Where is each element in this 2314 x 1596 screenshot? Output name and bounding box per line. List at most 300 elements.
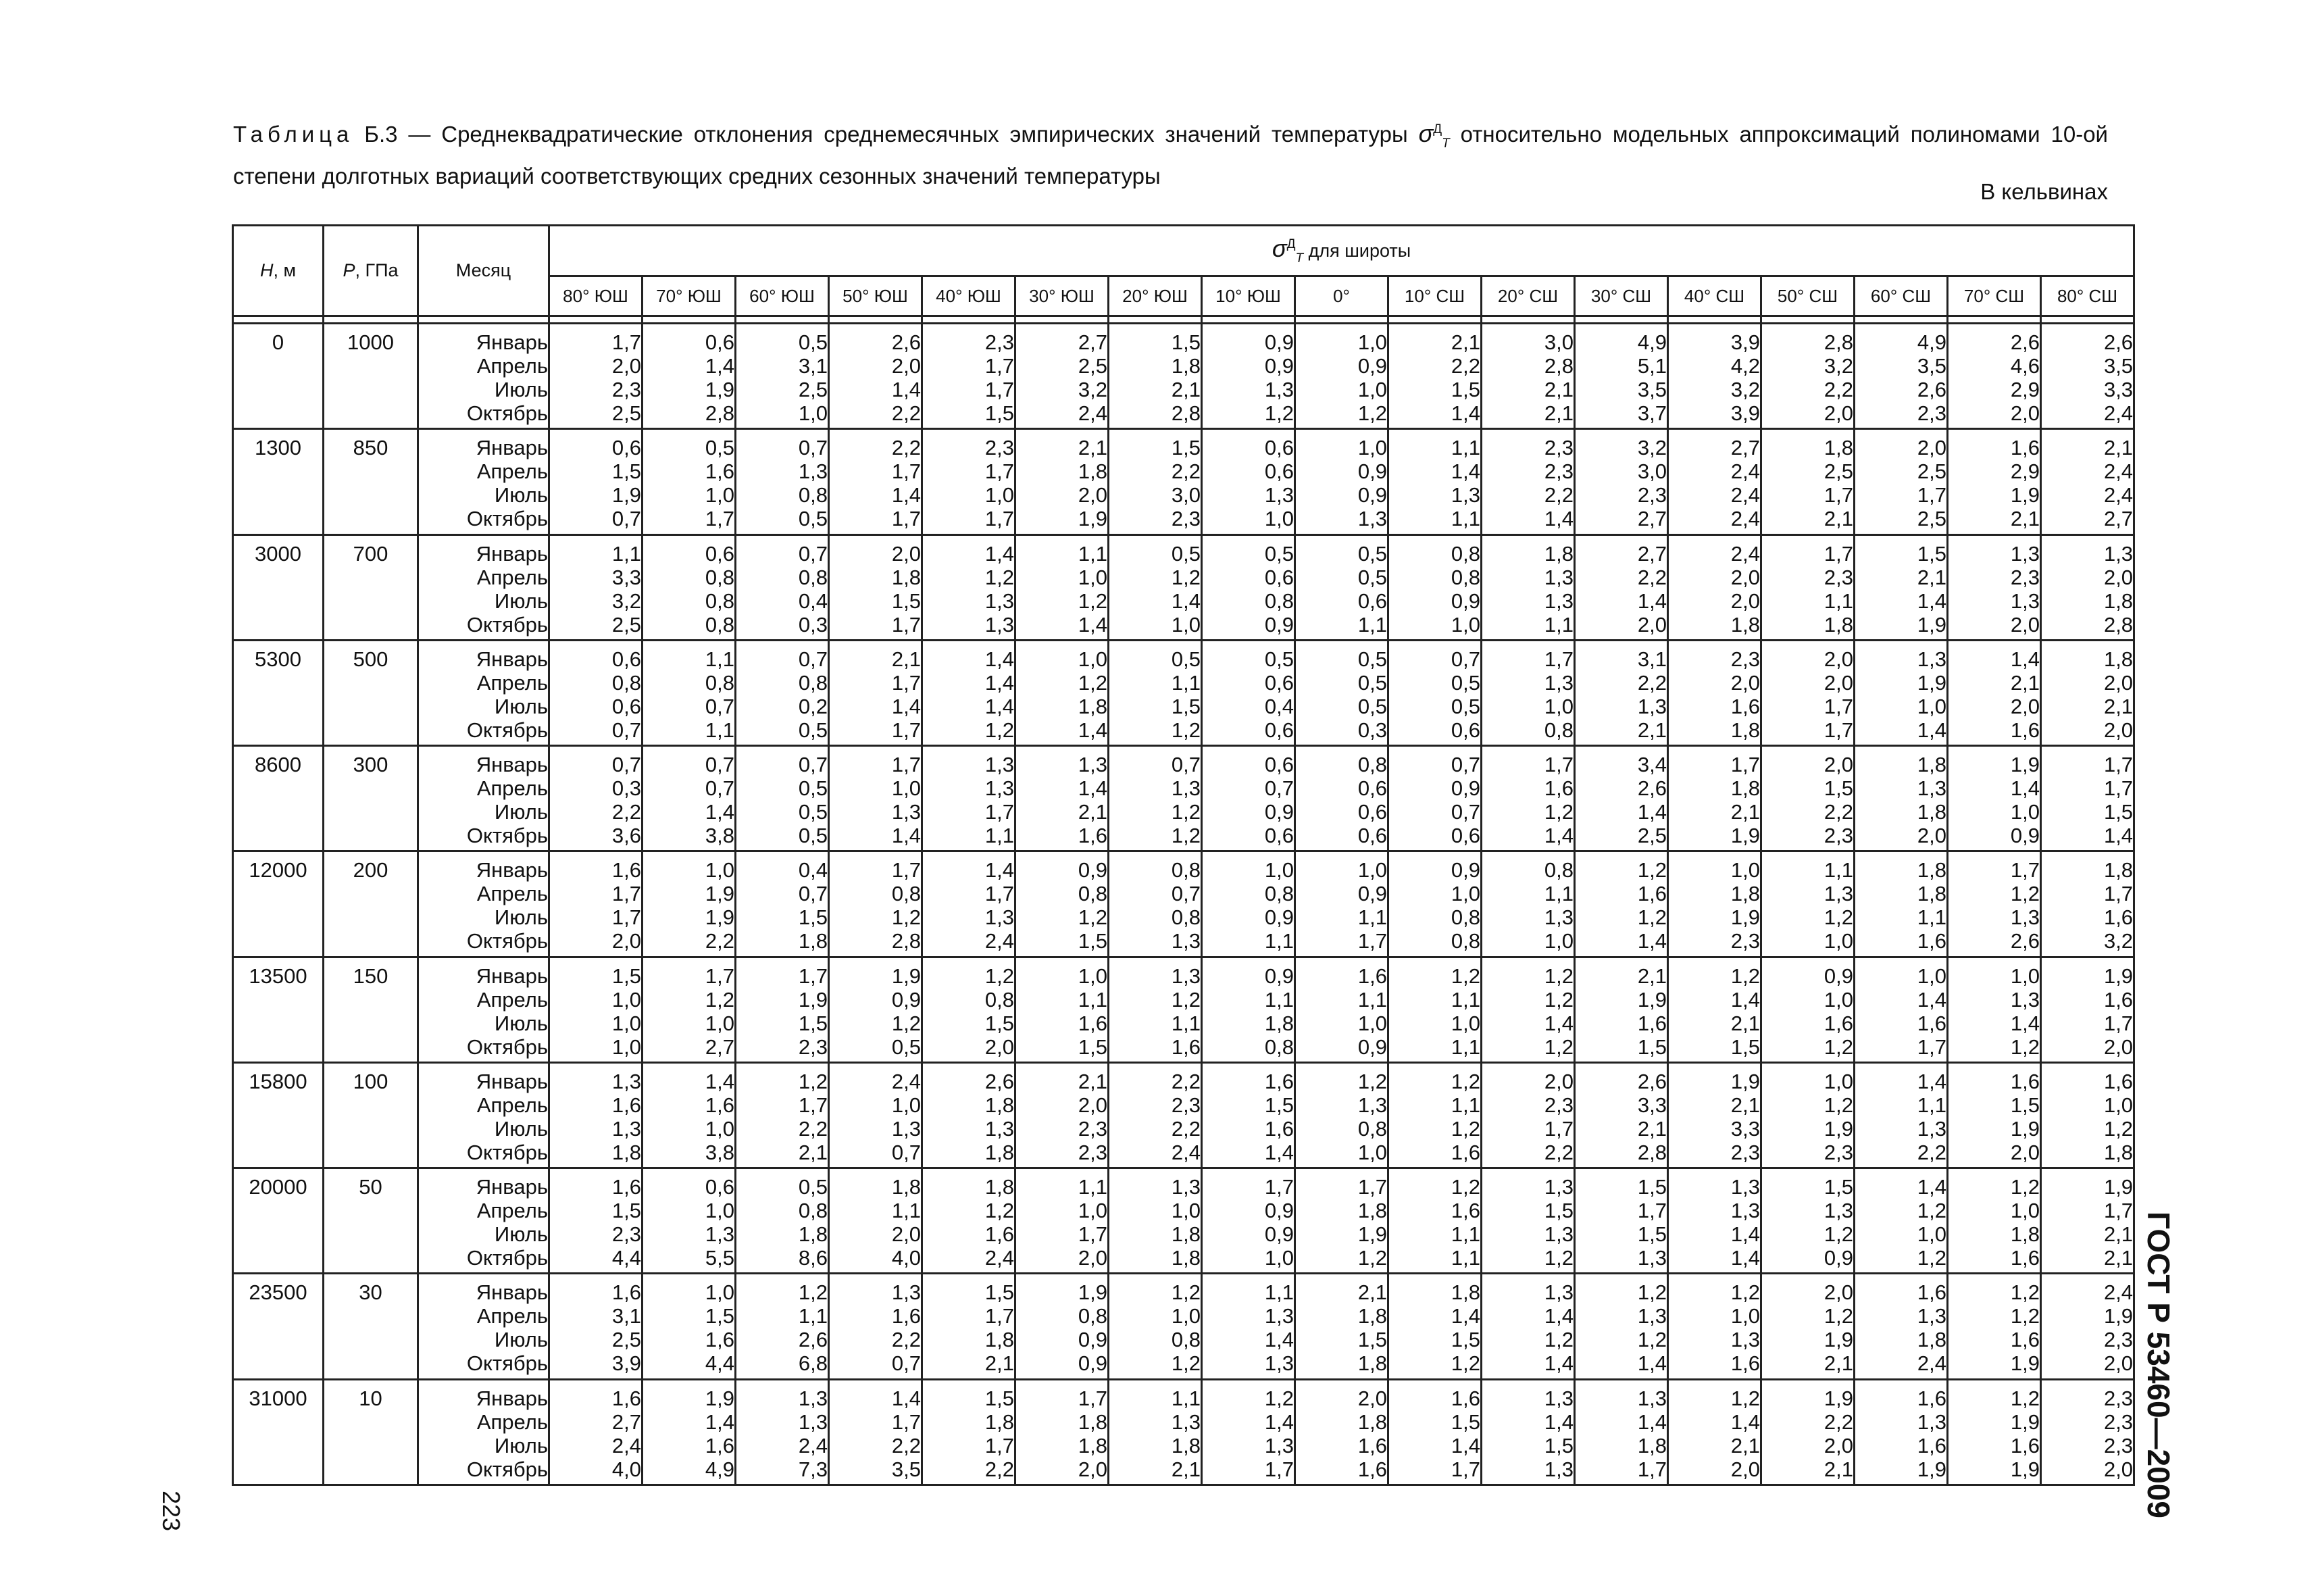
value: 1,2 <box>1451 1069 1480 1093</box>
value: 2,3 <box>2103 1328 2134 1352</box>
value: 2,3 <box>1823 1140 1853 1164</box>
value-cell <box>2041 1274 2134 1379</box>
value: 1,7 <box>1544 647 1574 671</box>
value: 1,7 <box>1264 1175 1294 1199</box>
value-cell <box>1855 534 1948 640</box>
value: 1,3 <box>705 1222 734 1247</box>
value-cell <box>1855 640 1948 745</box>
value: 2,4 <box>1730 483 1760 507</box>
value: 1,6 <box>1637 882 1667 906</box>
value: 1,6 <box>1917 929 1946 953</box>
month-cell <box>418 640 549 745</box>
value: 1,7 <box>798 1093 828 1117</box>
value: 1,0 <box>1451 612 1480 637</box>
value-cell <box>1855 851 1948 957</box>
value: 2,5 <box>611 401 641 425</box>
value-cell <box>1668 534 1761 640</box>
value: 3,2 <box>1078 378 1107 401</box>
value: 1,2 <box>1171 987 1201 1012</box>
value: 2,0 <box>1823 647 1853 671</box>
value: 2,1 <box>2010 670 2040 695</box>
value-cell <box>1575 1062 1668 1168</box>
value-cell <box>549 1168 643 1274</box>
value: 1,5 <box>798 1011 828 1035</box>
value: 1,6 <box>1357 1433 1387 1457</box>
value: 1,2 <box>1823 1304 1853 1328</box>
value: 1,6 <box>1544 776 1574 801</box>
value: 1,1 <box>1823 858 1853 882</box>
value: 3,3 <box>2103 378 2134 401</box>
value: 1,6 <box>611 1386 641 1410</box>
value: 1,4 <box>1544 1410 1574 1434</box>
value: 2,2 <box>1917 1140 1946 1164</box>
value-cell <box>1109 1168 1202 1274</box>
value: 0,6 <box>1264 824 1294 848</box>
value: 2,2 <box>1451 354 1480 378</box>
value: 1,6 <box>1171 1034 1201 1059</box>
month-label: Октябрь <box>466 1246 548 1270</box>
month-label: Январь <box>476 1175 548 1199</box>
value: 1,9 <box>1730 824 1760 848</box>
value-cell <box>1295 1168 1388 1274</box>
value-cell <box>829 1274 922 1379</box>
value: 1,6 <box>1917 1386 1946 1410</box>
value: 1,8 <box>1917 1328 1946 1352</box>
value-cell <box>1575 957 1668 1062</box>
value: 2,1 <box>798 1140 828 1164</box>
value-cell <box>1482 1379 1575 1485</box>
month-label: Октябрь <box>466 1351 548 1376</box>
value: 1,4 <box>1451 1433 1480 1457</box>
month-label: Январь <box>476 647 548 671</box>
value: 1,6 <box>891 1304 921 1328</box>
value: 0,7 <box>798 541 828 566</box>
value: 1,2 <box>1823 905 1853 930</box>
value-cell <box>736 1168 829 1274</box>
table-row <box>233 640 2134 745</box>
value: 1,2 <box>1357 401 1387 425</box>
value: 1,7 <box>798 964 828 988</box>
value: 1,7 <box>984 800 1014 824</box>
document-code: ГОСТ Р 53460—2009 <box>2141 1212 2176 1518</box>
value: 0,9 <box>2010 824 2040 848</box>
value: 1,5 <box>798 905 828 930</box>
value: 1,8 <box>984 1175 1014 1199</box>
table-row <box>233 429 2134 534</box>
value: 1,3 <box>1171 964 1201 988</box>
month-label: Апрель <box>476 565 548 589</box>
month-label: Апрель <box>476 1304 548 1328</box>
value: 0,9 <box>1823 964 1853 988</box>
value-cell <box>2041 1062 2134 1168</box>
value: 1,0 <box>1357 378 1387 401</box>
value: 0,7 <box>1171 753 1201 777</box>
pressure-cell: 700 <box>324 534 418 640</box>
value: 1,3 <box>1917 1116 1946 1141</box>
value: 1,6 <box>1823 1011 1853 1035</box>
value-cell <box>1388 640 1482 745</box>
latitude-header: 60° СШ <box>1855 276 1948 316</box>
value: 1,3 <box>1171 929 1201 953</box>
value: 1,1 <box>1451 987 1480 1012</box>
value: 1,0 <box>1917 964 1946 988</box>
value: 1,3 <box>1544 1175 1574 1199</box>
month-cell <box>418 957 549 1062</box>
value: 2,1 <box>984 1351 1014 1376</box>
value-cell <box>829 1062 922 1168</box>
value: 1,0 <box>1078 647 1107 671</box>
value: 0,7 <box>891 1351 921 1376</box>
value: 1,2 <box>1451 964 1480 988</box>
value: 1,0 <box>611 1011 641 1035</box>
value: 3,2 <box>2103 929 2134 953</box>
value: 2,7 <box>1637 507 1667 531</box>
value: 1,6 <box>984 1222 1014 1247</box>
month-label: Июль <box>494 483 548 507</box>
value: 0,8 <box>1451 929 1480 953</box>
value: 0,8 <box>1451 905 1480 930</box>
value: 0,9 <box>1357 483 1387 507</box>
value: 1,6 <box>705 1328 734 1352</box>
value: 1,4 <box>891 378 921 401</box>
value-cell <box>2041 640 2134 745</box>
value-cell <box>1761 324 1855 429</box>
value: 0,9 <box>1451 589 1480 613</box>
value: 1,3 <box>891 800 921 824</box>
value: 1,0 <box>1264 507 1294 531</box>
caption-lead: Таблица <box>233 122 354 147</box>
value: 1,2 <box>1917 1199 1946 1223</box>
value-cell <box>549 534 643 640</box>
value: 1,7 <box>2103 1011 2134 1035</box>
height-cell: 15800 <box>233 1062 324 1168</box>
value-cell <box>1109 851 1202 957</box>
value-cell <box>1761 957 1855 1062</box>
value: 1,0 <box>705 1199 734 1223</box>
value: 1,4 <box>1730 1410 1760 1434</box>
value-cell <box>1761 1168 1855 1274</box>
value: 1,4 <box>1078 718 1107 742</box>
value: 2,6 <box>2010 330 2040 354</box>
value: 1,4 <box>1451 401 1480 425</box>
height-cell: 1300 <box>233 429 324 534</box>
value: 1,6 <box>1451 1199 1480 1223</box>
value: 1,5 <box>1451 378 1480 401</box>
value: 1,3 <box>1544 1222 1574 1247</box>
value: 2,7 <box>1730 436 1760 460</box>
value: 0,6 <box>705 330 734 354</box>
value: 1,7 <box>984 354 1014 378</box>
value: 1,3 <box>1917 776 1946 801</box>
value: 1,7 <box>984 459 1014 484</box>
value: 0,5 <box>1171 541 1201 566</box>
value: 1,2 <box>1078 589 1107 613</box>
value-cell <box>1388 746 1482 851</box>
value: 2,1 <box>1171 378 1201 401</box>
value-cell <box>1948 1168 2041 1274</box>
value: 2,2 <box>891 436 921 460</box>
value: 1,7 <box>2010 858 2040 882</box>
month-cell <box>418 1062 549 1168</box>
value: 1,3 <box>1637 1304 1667 1328</box>
month-label: Октябрь <box>466 824 548 848</box>
value: 2,8 <box>1544 354 1574 378</box>
value: 1,4 <box>1544 1351 1574 1376</box>
value: 2,1 <box>1171 1457 1201 1481</box>
value: 0,7 <box>705 694 734 718</box>
value-cell <box>643 640 736 745</box>
value: 1,2 <box>1171 1280 1201 1305</box>
value: 1,3 <box>984 612 1014 637</box>
value: 1,5 <box>984 1386 1014 1410</box>
value: 0,8 <box>1544 718 1574 742</box>
value: 0,9 <box>1264 905 1294 930</box>
value: 1,5 <box>984 1011 1014 1035</box>
value: 0,5 <box>798 800 828 824</box>
value: 1,4 <box>984 858 1014 882</box>
value: 2,3 <box>798 1034 828 1059</box>
value: 2,0 <box>1730 565 1760 589</box>
value: 1,8 <box>1730 612 1760 637</box>
value-cell <box>1202 957 1295 1062</box>
value: 1,8 <box>1823 436 1853 460</box>
value: 3,9 <box>1730 330 1760 354</box>
value: 0,5 <box>798 718 828 742</box>
value: 2,7 <box>1637 541 1667 566</box>
value-cell <box>1388 534 1482 640</box>
value: 1,4 <box>705 354 734 378</box>
value: 3,0 <box>1544 330 1574 354</box>
value-cell <box>1575 851 1668 957</box>
value: 2,6 <box>984 1069 1014 1093</box>
value-cell <box>1109 429 1202 534</box>
value: 1,3 <box>1264 1304 1294 1328</box>
value: 2,4 <box>2103 483 2134 507</box>
value: 1,5 <box>611 964 641 988</box>
value: 1,7 <box>1078 1222 1107 1247</box>
value: 1,4 <box>1917 718 1946 742</box>
value: 1,0 <box>984 483 1014 507</box>
value-cell <box>1015 1168 1109 1274</box>
value: 1,8 <box>984 1410 1014 1434</box>
value: 2,4 <box>1730 459 1760 484</box>
value: 0,9 <box>1264 964 1294 988</box>
value: 2,5 <box>1917 507 1946 531</box>
value: 1,1 <box>1078 987 1107 1012</box>
value: 2,3 <box>1171 1093 1201 1117</box>
value: 1,7 <box>1823 541 1853 566</box>
value: 1,2 <box>1544 800 1574 824</box>
value-cell <box>1948 1274 2041 1379</box>
value: 1,1 <box>1451 436 1480 460</box>
value: 1,2 <box>705 987 734 1012</box>
value: 1,0 <box>891 1093 921 1117</box>
value-cell <box>736 1379 829 1485</box>
value-cell <box>1295 429 1388 534</box>
header-latitude-group: $\sigma^Д_T$ для широты <box>549 226 2134 276</box>
value: 0,7 <box>705 776 734 801</box>
value-cell <box>643 746 736 851</box>
value-cell <box>1855 429 1948 534</box>
value: 1,8 <box>1078 1410 1107 1434</box>
value: 1,1 <box>1544 882 1574 906</box>
value: 1,4 <box>1730 1246 1760 1270</box>
value-cell <box>736 429 829 534</box>
value: 2,8 <box>2103 612 2134 637</box>
latitude-header: 30° СШ <box>1575 276 1668 316</box>
value: 1,0 <box>1917 1222 1946 1247</box>
value: 3,4 <box>1637 753 1667 777</box>
value-cell <box>1575 640 1668 745</box>
value-cell <box>922 746 1015 851</box>
month-label: Апрель <box>476 882 548 906</box>
value: 1,8 <box>798 929 828 953</box>
value: 1,7 <box>2103 1199 2134 1223</box>
value: 1,3 <box>798 1410 828 1434</box>
value: 2,3 <box>1730 1140 1760 1164</box>
value-cell <box>922 429 1015 534</box>
value: 1,1 <box>1357 987 1387 1012</box>
value-cell <box>1202 1274 1295 1379</box>
pressure-cell: 50 <box>324 1168 418 1274</box>
value: 1,0 <box>1171 1304 1201 1328</box>
value: 3,0 <box>1637 459 1667 484</box>
value: 1,4 <box>984 694 1014 718</box>
value: 1,0 <box>1171 1199 1201 1223</box>
value-cell <box>549 1062 643 1168</box>
value: 1,7 <box>2103 882 2134 906</box>
value: 0,8 <box>1357 753 1387 777</box>
value: 1,0 <box>1171 612 1201 637</box>
month-label: Апрель <box>476 670 548 695</box>
value: 1,4 <box>1637 1351 1667 1376</box>
value: 3,5 <box>891 1457 921 1481</box>
value: 1,8 <box>1917 753 1946 777</box>
value: 1,2 <box>1637 1328 1667 1352</box>
value: 1,3 <box>1730 1199 1760 1223</box>
value: 0,8 <box>705 670 734 695</box>
value: 2,7 <box>705 1034 734 1059</box>
value: 1,6 <box>1730 1351 1760 1376</box>
value: 7,3 <box>798 1457 828 1481</box>
value: 0,9 <box>1264 354 1294 378</box>
value: 1,6 <box>1078 1011 1107 1035</box>
value: 1,2 <box>1917 1246 1946 1270</box>
month-label: Апрель <box>476 987 548 1012</box>
value: 2,2 <box>891 1328 921 1352</box>
latitude-header: 80° СШ <box>2041 276 2134 316</box>
value-cell <box>1575 746 1668 851</box>
value-cell <box>829 746 922 851</box>
value: 1,4 <box>1917 1175 1946 1199</box>
value: 1,3 <box>984 753 1014 777</box>
value: 0,4 <box>798 858 828 882</box>
value: 3,1 <box>611 1304 641 1328</box>
value: 0,5 <box>1451 694 1480 718</box>
value: 1,1 <box>1264 987 1294 1012</box>
value: 1,1 <box>1171 1011 1201 1035</box>
value: 1,4 <box>1264 1140 1294 1164</box>
value-cell <box>1575 534 1668 640</box>
value: 0,7 <box>611 753 641 777</box>
value: 1,2 <box>1544 1034 1574 1059</box>
value-cell <box>549 429 643 534</box>
value: 2,1 <box>1078 436 1107 460</box>
value: 2,1 <box>2103 1222 2134 1247</box>
value: 0,3 <box>798 612 828 637</box>
value-cell <box>1855 746 1948 851</box>
value: 2,4 <box>984 929 1014 953</box>
value: 1,4 <box>1078 612 1107 637</box>
value: 2,3 <box>2103 1433 2134 1457</box>
value: 1,1 <box>1451 1093 1480 1117</box>
value: 0,5 <box>1357 694 1387 718</box>
value: 1,0 <box>1451 882 1480 906</box>
value: 0,5 <box>1264 541 1294 566</box>
value: 1,0 <box>1544 694 1574 718</box>
value: 2,1 <box>1823 507 1853 531</box>
value: 2,2 <box>1171 1069 1201 1093</box>
value: 2,0 <box>1823 1280 1853 1305</box>
value: 2,0 <box>1544 1069 1574 1093</box>
value: 2,0 <box>611 354 641 378</box>
value-cell <box>1482 1274 1575 1379</box>
value: 1,0 <box>1078 964 1107 988</box>
value: 2,5 <box>1823 459 1853 484</box>
value: 1,0 <box>1264 858 1294 882</box>
value: 2,1 <box>1730 1433 1760 1457</box>
value: 1,2 <box>1637 858 1667 882</box>
value: 2,2 <box>705 929 734 953</box>
value: 1,8 <box>611 1140 641 1164</box>
value: 1,4 <box>1917 987 1946 1012</box>
table-row <box>233 851 2134 957</box>
value: 1,7 <box>705 964 734 988</box>
value-cell <box>1015 1379 1109 1485</box>
value: 1,8 <box>891 565 921 589</box>
value: 1,8 <box>1171 1246 1201 1270</box>
value-cell <box>1295 1062 1388 1168</box>
value: 1,3 <box>1171 1410 1201 1434</box>
value: 4,4 <box>611 1246 641 1270</box>
value: 1,9 <box>891 964 921 988</box>
value: 1,3 <box>891 1116 921 1141</box>
value-cell <box>736 534 829 640</box>
value: 1,4 <box>1078 776 1107 801</box>
value: 1,9 <box>705 1386 734 1410</box>
value: 4,2 <box>1730 354 1760 378</box>
value-cell <box>1761 1274 1855 1379</box>
value: 1,5 <box>984 401 1014 425</box>
value: 1,8 <box>984 1093 1014 1117</box>
month-label: Январь <box>476 436 548 460</box>
value: 1,3 <box>1544 1280 1574 1305</box>
value-cell <box>922 640 1015 745</box>
value-cell <box>1855 957 1948 1062</box>
value: 1,1 <box>1078 541 1107 566</box>
value-cell <box>2041 1379 2134 1485</box>
value: 1,4 <box>705 800 734 824</box>
value: 3,2 <box>1823 354 1853 378</box>
value-cell <box>1482 746 1575 851</box>
value: 2,3 <box>1730 929 1760 953</box>
value: 1,3 <box>891 1280 921 1305</box>
value: 1,6 <box>2103 1069 2134 1093</box>
value-cell <box>1948 1379 2041 1485</box>
header-height: H, м <box>233 226 324 316</box>
value: 0,8 <box>1078 1304 1107 1328</box>
value: 2,5 <box>798 378 828 401</box>
